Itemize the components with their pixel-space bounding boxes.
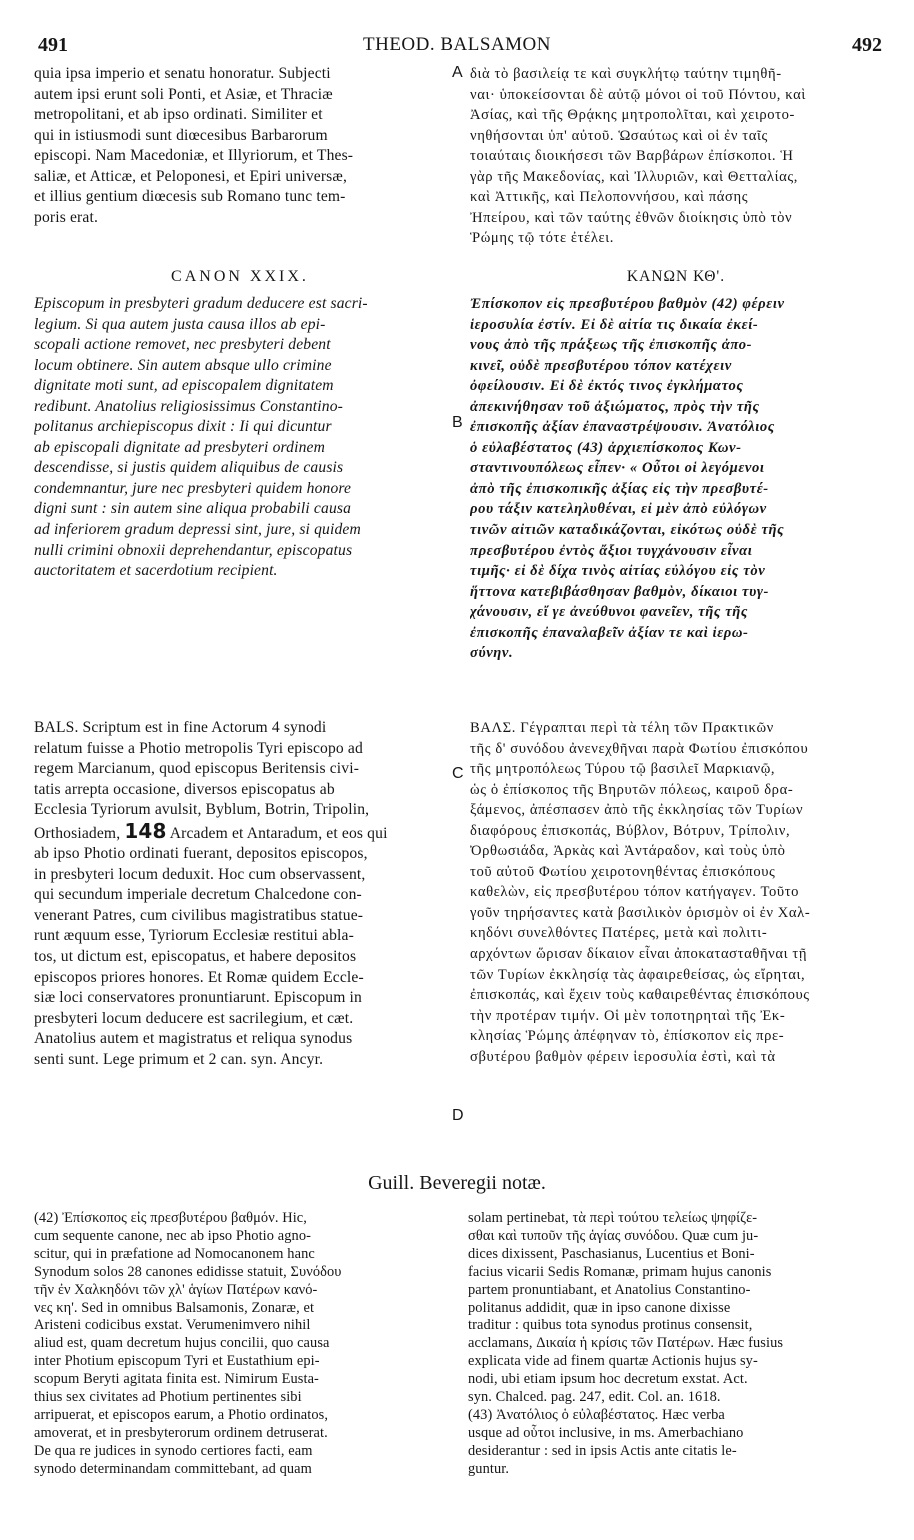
text-line: ab episcopali dignitate ad presbyteri ordinem <box>34 438 326 456</box>
text-line: γὰρ τῆς Μακεδονίας, καὶ Ἰλλυριῶν, καὶ Θετταλίας, <box>470 168 798 185</box>
text-line: et illius gentium diœcesis sub Romano tunc tem- <box>34 188 346 206</box>
text-line: ρου τάξιν κατεληλυθέναι, εἰ μὲν ἀπὸ εὐλόγων <box>470 501 767 518</box>
notes-right-column <box>468 1210 882 1479</box>
page-number-left: 491 <box>38 34 68 56</box>
text-line: αρχόντων ὥρισαν δίκαιον εἶναι ἀποκατασταθῆναι τῇ <box>470 946 808 963</box>
text-line: Ἠπείρου, καὶ τῶν ταύτης ἐθνῶν διοίκησις ὑπὸ τὸν <box>470 209 793 226</box>
text-line: BALS. Scriptum est in fine Actorum 4 synodi <box>34 719 327 736</box>
note-line: dices dixissent, Paschasianus, Lucentius et Boni- <box>468 1245 755 1262</box>
text-line: γοῦν τηρήσαντες κατὰ βασιλικὸν ὁρισμὸν οἱ ἐν Χαλ- <box>470 904 811 921</box>
greek-top-paragraph <box>470 64 882 249</box>
text-fragment: Orthosiadem, <box>34 824 121 842</box>
text-line: scopali actione removet, nec presbyteri debent <box>34 336 331 354</box>
note-line: (42) Ἐπίσκοπος εἰς πρεσβυτέρου βαθμόν. Hic, <box>34 1210 307 1226</box>
note-line: τῆν ἐν Χαλκηδόνι τῶν χλ' ἁγίων Πατέρων κανό- <box>34 1281 318 1298</box>
greek-balsamon-commentary <box>470 718 882 1067</box>
text-line: qui in istiusmodi sunt diœcesibus Barbarorum <box>34 126 328 144</box>
text-line: relatum fuisse a Photio metropolis Tyri episcopo ad <box>34 739 363 757</box>
text-line: Ἀσίας, καὶ τῆς Θρᾴκης μητροπολῖται, καὶ χειροτο- <box>470 107 795 124</box>
text-line: διαφόρους ἐπισκοπάς, Βύβλον, Βότρυν, Τρίπολιν, <box>470 822 791 839</box>
note-line: explicata vide ad finem quartæ Actionis hujus sy- <box>468 1353 758 1370</box>
running-title: THEOD. BALSAMON <box>363 34 551 55</box>
text-line: Ecclesia Tyriorum avulsit, Byblum, Botrin, Tripolin, <box>34 801 370 819</box>
margin-letter-a: A <box>452 64 463 81</box>
note-line: usque ad οὗτοι inclusive, in ms. Amerbachiano <box>468 1424 744 1441</box>
text-line: τινῶν αἰτιῶν καταδικάζονται, εἰκότως οὐδὲ τῆς <box>470 522 785 539</box>
text-line: ἱεροσυλία ἐστίν. Εἰ δὲ αἰτία τις δικαία ἐκεί- <box>470 316 759 333</box>
text-line: nulli crimini obnoxii deprehendantur, episcopatus <box>34 541 353 559</box>
note-line: aliud est, quam decretum hujus concilii, quo causa <box>34 1335 330 1352</box>
note-line: syn. Chalced. pag. 247, edit. Col. an. 1618. <box>468 1389 721 1406</box>
text-line: τοιαύταις διοικήσεσι τῶν Βαρβάρων ἐπίσκοποι. Ἡ <box>470 148 794 165</box>
note-line: De qua re judices in synodo certiores facti, eam <box>34 1442 313 1459</box>
text-line: ἀπεκινήθησαν τοῦ ἀξιώματος, πρὸς τὴν τῆς <box>470 398 760 415</box>
note-line: Aristeni codicibus exstat. Verumenimvero nihil <box>34 1317 311 1334</box>
text-line: condemnantur, jure nec presbyteri quidem honore <box>34 479 352 497</box>
note-line: scitur, qui in præfatione ad Nomocanonem hanc <box>34 1245 315 1262</box>
note-line: synodo determinandam committebant, ad quam <box>34 1460 312 1477</box>
text-line: τοῦ αὐτοῦ Φωτίου χειροτονηθέντας ἐπισκόπους <box>470 863 776 880</box>
text-line: ἐπισκοπῆς ἀξίαν ἐπαναστρέψουσιν. Ἀνατόλιος <box>470 419 775 436</box>
note-line: (43) Ἀνατόλιος ὁ εὐλαβέστατος. Hæc verba <box>468 1406 725 1423</box>
text-line: κινεῖ, οὐδὲ πρεσβυτέρου τόπον κατέχειν <box>470 357 732 374</box>
text-line: senti sunt. Lege primum et 2 can. syn. Ancyr. <box>34 1050 324 1068</box>
note-line: desiderantur : sed in ipsis Actis ante citatis le- <box>468 1442 737 1459</box>
latin-top-paragraph <box>34 64 446 228</box>
notes-heading: Guill. Beveregii notæ. <box>368 1172 546 1194</box>
text-line: τῆς δ' συνόδου ἀνενεχθῆναι παρὰ Φωτίου ἐπισκόπου <box>470 740 809 757</box>
text-line: νους ἀπὸ τῆς πράξεως τῆς ἐπισκοπῆς ἀπο- <box>470 337 753 354</box>
text-line: κλησίας Ῥώμης ἀπέφηναν τὸ, ἐπίσκοπον εἰς πρε- <box>470 1028 785 1045</box>
text-line: descendisse, si justis quidem aliquibus de causis <box>34 459 344 477</box>
text-line: regem Marcianum, quod episcopus Beritensis civi- <box>34 760 360 778</box>
text-line: dignitate moti sunt, ad episcopalem dignitatem <box>34 377 334 395</box>
text-line: ἐπισκοπάς, καὶ ἔχειν τοὺς καθαιρεθέντας ἐπισκόπους <box>470 987 810 1004</box>
text-line: σβυτέρου βαθμὸν φέρειν ἱεροσυλία ἐστὶ, καὶ τὰ <box>470 1048 776 1065</box>
greek-canon-title: ΚΑΝΩΝ ΚΘ'. <box>626 268 726 285</box>
note-line: acclamans, Δικαία ἡ κρίσις τῶν Πατέρων. Hæc fusius <box>468 1335 784 1352</box>
text-line: σύνην. <box>470 645 514 662</box>
text-line: τιμῆς· εἰ δὲ δίχα τινὸς αἰτίας εὐλόγου εἰς τὸν <box>470 563 766 580</box>
text-line: τῆς μητροπόλεως Τύρου τῷ βασιλεῖ Μαρκιανῷ, <box>470 761 776 778</box>
text-line: auctoritatem et sacerdotium recipient. <box>34 562 278 580</box>
text-line: ξάμενος, ἀπέσπασεν ἀπὸ τῆς ἐκκλησίας τῶν Τυρίων <box>470 802 804 819</box>
latin-canon-title: CANON XXIX. <box>171 268 309 285</box>
note-line: guntur. <box>468 1460 510 1477</box>
text-line: venerant Patres, cum civilibus magistratibus statue- <box>34 906 364 924</box>
text-line: in presbyteri locum deduxit. Hoc cum observassent, <box>34 865 366 883</box>
text-line: tos, ut dictum est, episcopatus, et habere depositos <box>34 948 357 966</box>
text-line: poris erat. <box>34 208 99 226</box>
text-line: ὁ εὐλαβέστατος (43) ἀρχιεπίσκοπος Κων- <box>470 439 742 456</box>
text-line: episcopos priores honores. Et Romæ quidem Eccle- <box>34 968 364 986</box>
text-line: ab ipso Photio ordinati fuerant, depositos episcopos, <box>34 845 368 863</box>
text-line: τὴν προτέραν τιμήν. Οἱ μὲν τοποτηρηταὶ τῆς Ἐκ- <box>470 1007 786 1024</box>
text-line: ad inferiorem gradum depressi sint, jure, si quidem <box>34 521 361 539</box>
note-line: politanus addidit, quæ in ipso canone dixisse <box>468 1299 731 1316</box>
text-line: νηθήσονται ὑπ' αὐτοῦ. Ὡσαύτως καὶ οἱ ἐν ταῖς <box>470 127 768 144</box>
text-line: digni sunt : sin autem sine aliqua probabili causa <box>34 500 352 518</box>
margin-letter-c: C <box>452 765 464 782</box>
text-line: locum obtinere. Sin autem absque ullo crimine <box>34 356 332 374</box>
note-line: inter Photium episcopum Tyri et Eustathium epi- <box>34 1353 320 1370</box>
margin-letter-b: B <box>452 414 463 431</box>
note-line: cum sequente canone, nec ab ipso Photio agno- <box>34 1227 312 1244</box>
text-line: χάνουσιν, εἴ γε ἀνεύθυνοι φανεῖεν, τῆς τῆς <box>470 604 749 621</box>
note-line: nodi, ubi etiam ipsum hoc decretum exstat. Act. <box>468 1371 748 1388</box>
text-line: Anatolius autem et magistratus et reliqua synodus <box>34 1030 353 1048</box>
text-line: διὰ τὸ βασιλείᾳ τε καὶ συγκλήτῳ ταύτην τιμηθῆ- <box>470 66 782 82</box>
note-line: σθαι καὶ τυποῦν τῆς ἁγίας συνόδου. Quæ cum ju- <box>468 1227 759 1244</box>
note-line: arripuerat, et episcopos earum, a Photio ordinatos, <box>34 1406 329 1423</box>
text-line: κηδόνι συνελθόντες Πατέρες, μετὰ καὶ πολιτι- <box>470 925 768 942</box>
text-line: legium. Si qua autem justa causa illos ab epi- <box>34 315 326 333</box>
note-line: partem pronuntiabant, et Anatolius Constantino- <box>468 1281 751 1298</box>
note-line: scopum Beryti agitata finita est. Nimirum Eusta- <box>34 1371 319 1388</box>
text-line: presbyteri locum deducere est sacrilegium, et cæt. <box>34 1009 354 1027</box>
sheet-number: 148 <box>124 818 167 843</box>
text-line: metropolitani, et ab ipso ordinati. Similiter et <box>34 106 323 124</box>
text-line: καὶ Ἀττικῆς, καὶ Πελοποννήσου, καὶ πάσης <box>470 189 749 206</box>
text-fragment: Arcadem et Antaradum, et eos qui <box>169 824 388 842</box>
text-line: redibunt. Anatolius religiosissimus Constantino- <box>34 397 343 415</box>
note-line: Synodum solos 28 canones edidisse statuit, Συνόδου <box>34 1263 342 1280</box>
text-line: ἐπισκοπῆς ἐπαναλαβεῖν ἀξίαν τε καὶ ἱερω- <box>470 624 749 641</box>
text-line: episcopi. Nam Macedoniæ, et Illyriorum, et Thes- <box>34 147 354 165</box>
text-line: quia ipsa imperio et senatu honoratur. Subjecti <box>34 65 331 82</box>
text-line: tatis arrepta occasione, diversos episcopatus ab <box>34 780 335 798</box>
notes-left-column <box>34 1210 448 1479</box>
text-line: Ῥώμης τῷ τότε ἐτέλει. <box>470 230 615 247</box>
text-line: καθελὼν, εἰς πρεσβυτέρου τόπον κατήγαγεν. Τοῦτο <box>470 884 800 901</box>
note-line: amoverat, et in presbyterorum ordinem detruserat. <box>34 1424 328 1441</box>
text-line: ΒΑΛΣ. Γέγραπται περὶ τὰ τέλη τῶν Πρακτικῶν <box>470 720 774 736</box>
text-line: siæ loci conservatores pronuntiarunt. Episcopum in <box>34 989 362 1007</box>
note-line: traditur : quibus tota synodus protinus consensit, <box>468 1317 753 1334</box>
note-line: νες κη'. Sed in omnibus Balsamonis, Zonaræ, et <box>34 1299 315 1316</box>
text-line: Ἐπίσκοπον εἰς πρεσβυτέρου βαθμὸν (42) φέρειν <box>470 296 785 312</box>
text-line: autem ipsi erunt soli Ponti, et Asiæ, et Thraciæ <box>34 85 333 103</box>
text-line: Ὀρθωσιάδα, Ἀρκὰς καὶ Ἀντάραδον, καὶ τοὺς ὑπὸ <box>470 843 786 860</box>
text-line-with-sheet-number <box>34 818 446 845</box>
page-number-right: 492 <box>852 34 882 56</box>
note-line: solam pertinebat, τὰ περὶ τούτου τελείως ψηφίζε- <box>468 1210 758 1226</box>
latin-canon-text <box>34 294 446 582</box>
text-line: πρεσβυτέρου ἐντὸς ἄξιοι τυγχάνουσιν εἶναι <box>470 542 753 559</box>
text-line: τῶν Τυρίων ἐκκλησίᾳ τὰς ἀφαιρεθείσας, ὡς εἴρηται, <box>470 966 806 983</box>
text-line: runt æquum esse, Tyriorum Ecclesiæ restitui abla- <box>34 927 354 945</box>
margin-letter-d: D <box>452 1107 464 1124</box>
text-line: ἥττονα κατεβιβάσθησαν βαθμὸν, δίκαιοι τυγ- <box>470 583 770 600</box>
text-line: ναι· ὑποκείσονται δὲ αὐτῷ μόνοι οἱ τοῦ Πόντου, καὶ <box>470 86 806 103</box>
text-line: ἀπὸ τῆς ἐπισκοπικῆς ἀξίας εἰς τὴν πρεσβυτέ- <box>470 480 769 497</box>
note-line: thius sex civitates ad Photium pertinentes sibi <box>34 1389 302 1406</box>
note-line: facius vicarii Sedis Romanæ, primam hujus canonis <box>468 1263 772 1280</box>
text-line: ὡς ὁ ἐπίσκοπος τῆς Βηρυτῶν πόλεως, καιροῦ δρα- <box>470 781 794 798</box>
text-line: qui secundum imperiale decretum Chalcedone con- <box>34 886 362 904</box>
text-line: politanus archiepiscopus dixit : Ii qui dicuntur <box>34 418 332 436</box>
greek-canon-text <box>470 294 882 664</box>
text-line: saliæ, et Atticæ, et Peloponesi, et Epiri universæ, <box>34 167 347 185</box>
text-line: Episcopum in presbyteri gradum deducere est sacri- <box>34 295 368 312</box>
text-line: σταντινουπόλεως εἶπεν· « Οὗτοι οἱ λεγόμενοι <box>470 460 765 477</box>
text-line: ὀφείλουσιν. Εἰ δὲ ἐκτός τινος ἐγκλήματος <box>470 378 744 395</box>
running-header <box>30 34 884 60</box>
latin-balsamon-commentary <box>34 718 446 1070</box>
